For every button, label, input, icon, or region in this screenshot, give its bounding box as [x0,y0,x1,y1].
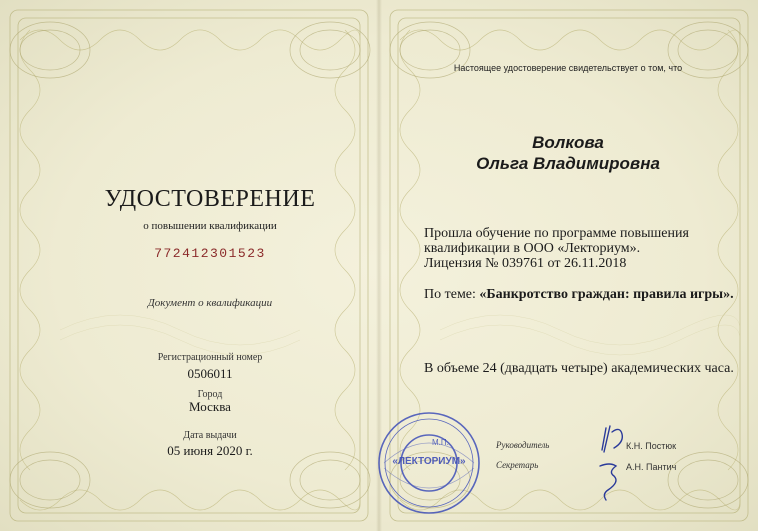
issue-date-value: 05 июня 2020 г. [167,443,253,458]
stamp-center-text: «ЛЕКТОРИУМ» [392,456,466,467]
training-line-2: квалификации в ООО «Лекториум». [424,241,641,256]
license-line: Лицензия № 039761 от 26.11.2018 [424,256,627,271]
city-value: Москва [189,399,231,414]
hours-line: В объеме 24 (двадцать четыре) академических часа. [424,361,734,376]
head-name: К.Н. Постюк [626,441,677,451]
stamp-mp: М.П. [432,438,449,447]
training-line-1: Прошла обучение по программе повышения [424,226,689,241]
intro-line: Настоящее удостоверение свидетельствует о том, что [453,63,683,73]
topic-label: По теме: [424,287,476,302]
head-label: Руководитель [496,440,550,450]
handwritten-signature [592,422,628,502]
city-label: Город [197,389,223,400]
blank-number: 772412301523 [154,246,266,261]
document-type: Документ о квалификации [147,297,273,309]
holder-surname: Волкова [532,133,604,152]
secretary-label: Секретарь [496,460,539,470]
topic-value: «Банкротство граждан: правила игры». [479,287,734,302]
holder-given-names: Ольга Владимировна [476,154,660,173]
reg-number-label: Регистрационный номер [157,352,263,363]
issue-date-label: Дата выдачи [183,430,237,441]
certificate-subtitle: о повышении квалификации [143,220,277,232]
topic-line [424,287,754,302]
secretary-name: А.Н. Пантич [626,462,677,472]
certificate-title: УДОСТОВЕРЕНИЕ [104,186,316,212]
official-stamp [374,408,484,518]
reg-number-value: 0506011 [187,366,233,381]
